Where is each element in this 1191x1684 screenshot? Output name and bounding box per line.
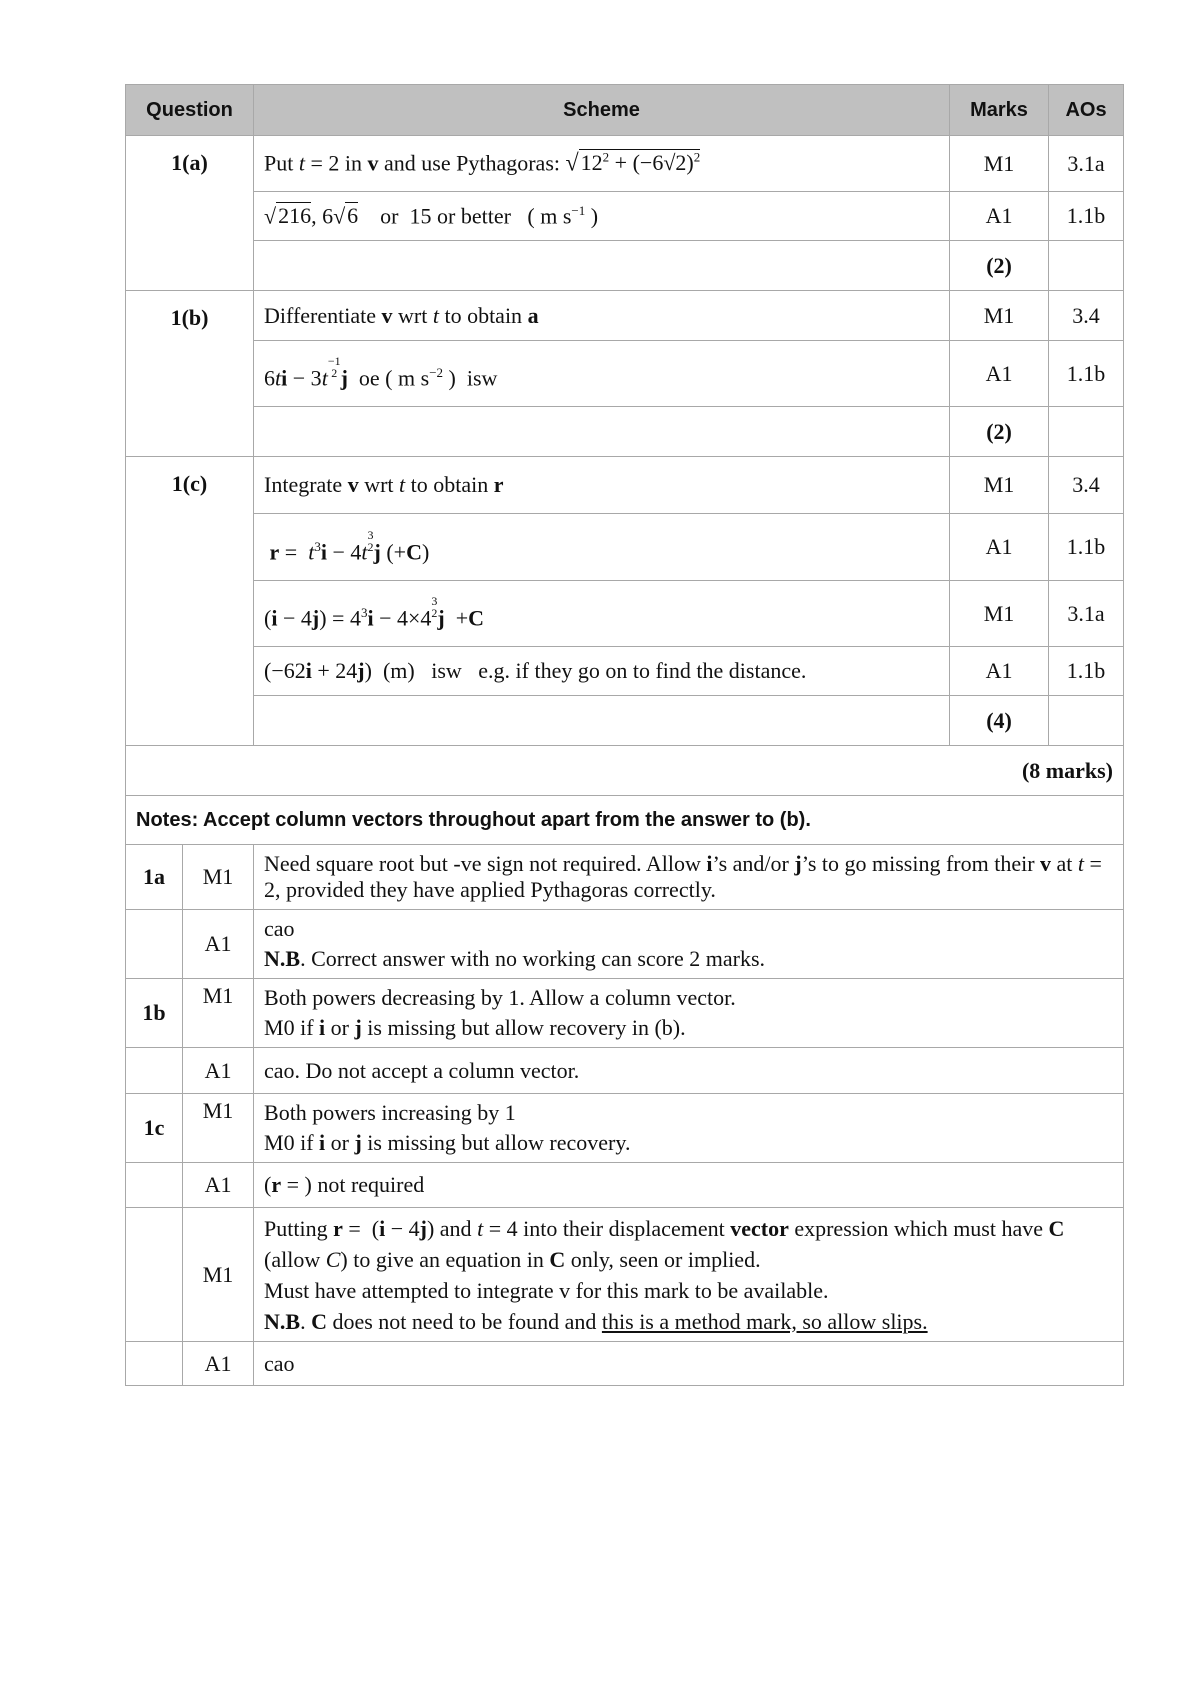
note-mark: A1: [183, 1048, 254, 1094]
q1c-scheme-1: Integrate v wrt t to obtain r: [254, 457, 950, 514]
note-mark: M1: [183, 845, 254, 910]
total-marks: (8 marks): [126, 746, 1124, 796]
note-mark: M1: [183, 1208, 254, 1342]
note-question: 1a: [126, 845, 183, 910]
note-text: cao. Do not accept a column vector.: [254, 1048, 1124, 1094]
q1b-total: (2): [950, 407, 1049, 457]
q1c-row2: [126, 514, 1124, 581]
note-row: [126, 845, 1124, 910]
q1c-scheme-4: (−62i + 24j) (m) isw e.g. if they go on to find the distance.: [254, 647, 950, 696]
q1c-mark-2: A1: [950, 514, 1049, 581]
note-text: Both powers decreasing by 1. Allow a column vector. M0 if i or j is missing but allow recovery in (b).: [254, 979, 1124, 1048]
q1b-total-row: [126, 407, 1124, 457]
q1b-scheme-1: Differentiate v wrt t to obtain a: [254, 291, 950, 341]
note-row: [126, 1163, 1124, 1208]
note-mark: M1: [183, 979, 254, 1048]
notes-header: Notes: Accept column vectors throughout apart from the answer to (b).: [126, 796, 1124, 845]
q1c-scheme-2: $r = t^3i - 4t$ 3 2 j (+C): [254, 514, 950, 581]
q1a-total: (2): [950, 241, 1049, 291]
header-marks: Marks: [950, 85, 1049, 136]
q1a-ao-2: 1.1b: [1049, 192, 1124, 241]
mark-scheme-table: [125, 84, 1124, 1386]
q1a-row1: [126, 136, 1124, 192]
q1c-scheme-3: $(i - 4j) = 4^3i - 4\times 4$ 3 2 j +C: [254, 581, 950, 647]
header-scheme: Scheme: [254, 85, 950, 136]
note-text: Need square root but -ve sign not required. Allow i’s and/or j’s to go missing from their v at t = 2, provided they have applied Pythagoras correctly.: [254, 845, 1124, 910]
note-row: [126, 979, 1124, 1048]
q1a-row2: [126, 192, 1124, 241]
note-question: 1c: [126, 1094, 183, 1163]
q1b-mark-2: A1: [950, 341, 1049, 407]
q1a-scheme-1: Put t = 2 in v and use Pythagoras: $√12^2 + (-6√2)^2$: [254, 136, 950, 192]
q1c-total-row: [126, 696, 1124, 746]
note-text: cao: [254, 1342, 1124, 1386]
note-mark: A1: [183, 910, 254, 979]
total-marks-row: [126, 746, 1124, 796]
note-row: [126, 1048, 1124, 1094]
q1c-ao-3: 3.1a: [1049, 581, 1124, 647]
note-row: [126, 1094, 1124, 1163]
q1c-total: (4): [950, 696, 1049, 746]
q1a-total-row: [126, 241, 1124, 291]
note-mark: A1: [183, 1163, 254, 1208]
q1a-mark-2: A1: [950, 192, 1049, 241]
q1c-mark-4: A1: [950, 647, 1049, 696]
note-question: 1b: [126, 979, 183, 1048]
q1b-ao-2: 1.1b: [1049, 341, 1124, 407]
q1c-ao-1: 3.4: [1049, 457, 1124, 514]
q1c-row4: [126, 647, 1124, 696]
q1c-mark-3: M1: [950, 581, 1049, 647]
q1b-label: 1(b): [126, 291, 254, 457]
note-row: [126, 1208, 1124, 1342]
q1b-row2: [126, 341, 1124, 407]
note-row: [126, 910, 1124, 979]
q1c-mark-1: M1: [950, 457, 1049, 514]
note-row: [126, 1342, 1124, 1386]
header-question: Question: [126, 85, 254, 136]
q1c-label: 1(c): [126, 457, 254, 746]
header-row: [126, 85, 1124, 136]
note-text: Both powers increasing by 1 M0 if i or j is missing but allow recovery.: [254, 1094, 1124, 1163]
note-mark: A1: [183, 1342, 254, 1386]
notes-header-row: [126, 796, 1124, 845]
header-aos: AOs: [1049, 85, 1124, 136]
q1b-row1: [126, 291, 1124, 341]
q1a-scheme-2: √216, 6√6 or 15 or better ( m $s^{-1}$ ): [254, 192, 950, 241]
note-text: (r = ) not required: [254, 1163, 1124, 1208]
q1a-label: 1(a): [126, 136, 254, 291]
q1b-scheme-2: 6ti − 3t −1 2 j oe ( m $s^{-2}$ ) isw: [254, 341, 950, 407]
note-text: cao N.B. Correct answer with no working can score 2 marks.: [254, 910, 1124, 979]
q1b-ao-1: 3.4: [1049, 291, 1124, 341]
q1a-mark-1: M1: [950, 136, 1049, 192]
q1c-ao-4: 1.1b: [1049, 647, 1124, 696]
q1c-row3: [126, 581, 1124, 647]
note-text: Putting r = (i − 4j) and t = 4 into their displacement vector expression which must have C (allow C) to give an equation in C only, seen or implied. Must have attempted to integrate v for this mark to be available. N.B. C does not need to be found and this is a method mark, so allow slips.: [254, 1208, 1124, 1342]
q1c-ao-2: 1.1b: [1049, 514, 1124, 581]
q1a-ao-1: 3.1a: [1049, 136, 1124, 192]
q1b-mark-1: M1: [950, 291, 1049, 341]
note-mark: M1: [183, 1094, 254, 1163]
q1c-row1: [126, 457, 1124, 514]
